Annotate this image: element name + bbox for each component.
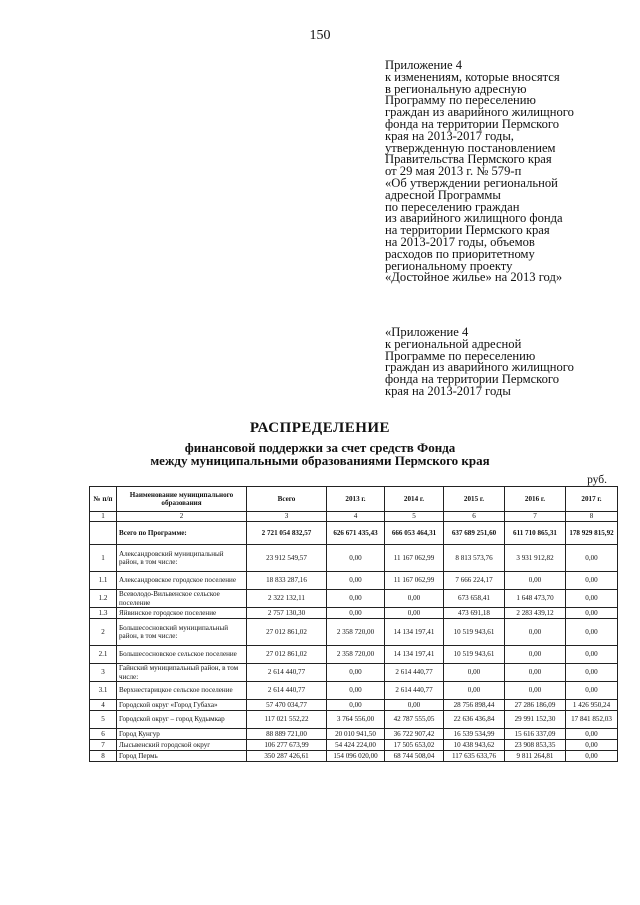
row-value: 11 167 062,99 <box>385 545 444 572</box>
table-row <box>90 572 618 590</box>
table-row <box>90 682 618 700</box>
table-row <box>90 664 618 682</box>
appendix-line: Правительства Пермского края <box>385 152 552 167</box>
row-value: 14 134 197,41 <box>385 646 444 664</box>
row-index: 3 <box>90 664 117 682</box>
row-value: 1 426 950,24 <box>566 700 618 711</box>
row-value: 0,00 <box>327 700 385 711</box>
header-total: Всего <box>247 487 327 512</box>
units-label: руб. <box>587 474 607 486</box>
row-value: 0,00 <box>327 682 385 700</box>
appendix-line: граждан из аварийного жилищного <box>385 360 574 375</box>
row-value: 2 614 440,77 <box>247 682 327 700</box>
row-value: 0,00 <box>566 545 618 572</box>
row-index: 1.3 <box>90 608 117 619</box>
document-title: РАСПРЕДЕЛЕНИЕ <box>249 420 391 436</box>
row-index: 7 <box>90 740 117 751</box>
total-value: 611 710 865,31 <box>505 522 566 545</box>
appendix-line: «Достойное жилье» на 2013 год» <box>385 270 563 285</box>
row-value: 0,00 <box>385 608 444 619</box>
municipality-name: Александровское городское поселение <box>117 572 247 590</box>
table-header-row <box>90 487 618 512</box>
table-row <box>90 711 618 729</box>
appendix-line: «Приложение 4 <box>385 325 469 339</box>
row-value: 2 757 130,30 <box>247 608 327 619</box>
row-value: 350 287 426,61 <box>247 751 327 762</box>
appendix-line: в региональную адресную <box>385 81 527 96</box>
table-row <box>90 590 618 608</box>
column-number: 7 <box>505 512 566 522</box>
row-value: 36 722 907,42 <box>385 729 444 740</box>
total-value: 178 929 815,92 <box>566 522 618 545</box>
row-value: 117 635 633,76 <box>444 751 505 762</box>
row-value: 0,00 <box>327 590 385 608</box>
municipality-name: Лысьвенский городской округ <box>117 740 247 751</box>
row-value: 3 764 556,00 <box>327 711 385 729</box>
appendix-line: расходов по приоритетному <box>385 246 535 261</box>
appendix-block-2 <box>385 327 635 398</box>
row-value: 0,00 <box>385 700 444 711</box>
header-name: Наименование муниципального образования <box>117 487 247 512</box>
row-value: 0,00 <box>566 682 618 700</box>
appendix-line: по переселению граждан <box>385 199 520 214</box>
row-value: 0,00 <box>505 682 566 700</box>
row-value: 88 889 721,00 <box>247 729 327 740</box>
table-row <box>90 740 618 751</box>
row-value: 1 648 473,70 <box>505 590 566 608</box>
row-value: 0,00 <box>566 608 618 619</box>
row-value: 27 012 861,02 <box>247 619 327 646</box>
distribution-table <box>89 486 618 762</box>
municipality-name: Яйвинское городское поселение <box>117 608 247 619</box>
row-value: 154 096 020,00 <box>327 751 385 762</box>
row-value: 23 912 549,57 <box>247 545 327 572</box>
row-value: 10 438 943,62 <box>444 740 505 751</box>
document-subtitle-2: между муниципальными образованиями Пермского края <box>150 453 490 468</box>
row-value: 0,00 <box>505 572 566 590</box>
municipality-name: Александровский муниципальный район, в том числе: <box>117 545 247 572</box>
row-index: 1.2 <box>90 590 117 608</box>
row-index: 3.1 <box>90 682 117 700</box>
municipality-name: Большесосновский муниципальный район, в том числе: <box>117 619 247 646</box>
row-value: 10 519 943,61 <box>444 646 505 664</box>
row-value: 20 010 941,50 <box>327 729 385 740</box>
row-index: 2 <box>90 619 117 646</box>
row-value: 2 358 720,00 <box>327 646 385 664</box>
appendix-line: граждан из аварийного жилищного <box>385 105 574 120</box>
municipality-name: Городской округ – город Кудымкар <box>117 711 247 729</box>
row-value: 16 539 534,99 <box>444 729 505 740</box>
column-number: 1 <box>90 512 117 522</box>
row-value: 0,00 <box>327 572 385 590</box>
municipality-name: Городской округ «Город Губаха» <box>117 700 247 711</box>
municipality-name: Город Пермь <box>117 751 247 762</box>
row-value: 17 841 852,03 <box>566 711 618 729</box>
appendix-line: к региональной адресной <box>385 336 522 351</box>
row-index: 1 <box>90 545 117 572</box>
municipality-name: Гайнский муниципальный район, в том числе: <box>117 664 247 682</box>
row-value: 0,00 <box>327 664 385 682</box>
row-value: 473 691,18 <box>444 608 505 619</box>
row-value: 0,00 <box>566 740 618 751</box>
row-value: 27 012 861,02 <box>247 646 327 664</box>
row-value: 8 813 573,76 <box>444 545 505 572</box>
row-value: 2 614 440,77 <box>247 664 327 682</box>
row-value: 0,00 <box>566 729 618 740</box>
table-row <box>90 729 618 740</box>
appendix-line: края на 2013-2017 годы, <box>385 128 514 143</box>
appendix-line: региональному проекту <box>385 258 513 273</box>
row-value: 0,00 <box>566 619 618 646</box>
row-value: 11 167 062,99 <box>385 572 444 590</box>
row-value: 0,00 <box>444 682 505 700</box>
row-value: 22 636 436,84 <box>444 711 505 729</box>
row-value: 673 658,41 <box>444 590 505 608</box>
table-row <box>90 700 618 711</box>
row-value: 57 470 034,77 <box>247 700 327 711</box>
row-value: 0,00 <box>566 572 618 590</box>
appendix-line: из аварийного жилищного фонда <box>385 211 563 226</box>
row-index: 1.1 <box>90 572 117 590</box>
appendix-line: «Об утверждении региональной <box>385 175 558 190</box>
row-value: 0,00 <box>505 664 566 682</box>
column-number: 8 <box>566 512 618 522</box>
row-value: 15 616 337,09 <box>505 729 566 740</box>
row-value: 23 908 853,35 <box>505 740 566 751</box>
row-value: 117 021 552,22 <box>247 711 327 729</box>
appendix-line: фонда на территории Пермского <box>385 372 560 387</box>
appendix-line: адресной Программы <box>385 187 501 202</box>
column-number: 4 <box>327 512 385 522</box>
appendix-line: на 2013-2017 годы, объемов <box>385 234 535 249</box>
appendix-line: Программу по переселению <box>385 93 536 108</box>
appendix-line: фонда на территории Пермского <box>385 116 560 131</box>
row-value: 106 277 673,99 <box>247 740 327 751</box>
column-numbers-row <box>90 512 618 522</box>
municipality-name: Большесосновское сельское поселение <box>117 646 247 664</box>
column-number: 3 <box>247 512 327 522</box>
row-value: 0,00 <box>327 545 385 572</box>
table-row <box>90 619 618 646</box>
total-value: 637 689 251,60 <box>444 522 505 545</box>
page-number: 150 <box>309 28 331 43</box>
appendix-block <box>385 60 635 284</box>
appendix-line: на территории Пермского края <box>385 223 550 238</box>
table-row <box>90 545 618 572</box>
row-value: 17 505 653,02 <box>385 740 444 751</box>
total-label: Всего по Программе: <box>117 522 247 545</box>
document-subtitle-1: финансовой поддержки за счет средств Фонда <box>184 440 456 455</box>
row-index: 2.1 <box>90 646 117 664</box>
row-index: 5 <box>90 711 117 729</box>
row-value: 0,00 <box>566 646 618 664</box>
appendix-line: к изменениям, которые вносятся <box>385 69 560 84</box>
total-value: 2 721 054 832,57 <box>247 522 327 545</box>
row-value: 7 666 224,17 <box>444 572 505 590</box>
row-value: 54 424 224,00 <box>327 740 385 751</box>
row-value: 68 744 508,04 <box>385 751 444 762</box>
total-index <box>90 522 117 545</box>
total-value: 626 671 435,43 <box>327 522 385 545</box>
table-row <box>90 646 618 664</box>
municipality-name: Всеволодо-Вильвенское сельское поселение <box>117 590 247 608</box>
row-value: 0,00 <box>385 590 444 608</box>
row-value: 42 787 555,05 <box>385 711 444 729</box>
row-index: 4 <box>90 700 117 711</box>
row-value: 0,00 <box>566 590 618 608</box>
table-row <box>90 608 618 619</box>
row-value: 0,00 <box>327 608 385 619</box>
header-2014: 2014 г. <box>385 487 444 512</box>
row-value: 2 322 132,11 <box>247 590 327 608</box>
row-value: 2 283 439,12 <box>505 608 566 619</box>
header-index: № п/п <box>90 487 117 512</box>
column-number: 5 <box>385 512 444 522</box>
appendix-line: Приложение 4 <box>385 58 463 72</box>
header-2016: 2016 г. <box>505 487 566 512</box>
row-value: 2 614 440,77 <box>385 682 444 700</box>
header-2015: 2015 г. <box>444 487 505 512</box>
header-2017: 2017 г. <box>566 487 618 512</box>
header-2013: 2013 г. <box>327 487 385 512</box>
municipality-name: Город Кунгур <box>117 729 247 740</box>
appendix-line: от 29 мая 2013 г. № 579-п <box>385 164 522 179</box>
row-value: 9 811 264,81 <box>505 751 566 762</box>
row-value: 18 833 287,16 <box>247 572 327 590</box>
municipality-name: Верхнестарицкое сельское поселение <box>117 682 247 700</box>
row-value: 0,00 <box>444 664 505 682</box>
table-row <box>90 751 618 762</box>
row-value: 0,00 <box>505 646 566 664</box>
column-number: 2 <box>117 512 247 522</box>
row-value: 14 134 197,41 <box>385 619 444 646</box>
row-value: 0,00 <box>505 619 566 646</box>
appendix-line: утвержденную постановлением <box>385 140 556 155</box>
total-row <box>90 522 618 545</box>
row-value: 0,00 <box>566 664 618 682</box>
row-value: 29 991 152,30 <box>505 711 566 729</box>
row-index: 6 <box>90 729 117 740</box>
total-value: 666 053 464,31 <box>385 522 444 545</box>
appendix-line: Программе по переселению <box>385 348 536 363</box>
row-value: 3 931 912,82 <box>505 545 566 572</box>
row-value: 2 358 720,00 <box>327 619 385 646</box>
column-number: 6 <box>444 512 505 522</box>
row-value: 28 756 898,44 <box>444 700 505 711</box>
appendix-line: края на 2013-2017 годы <box>385 383 511 398</box>
row-index: 8 <box>90 751 117 762</box>
row-value: 27 286 186,09 <box>505 700 566 711</box>
row-value: 0,00 <box>566 751 618 762</box>
row-value: 2 614 440,77 <box>385 664 444 682</box>
row-value: 10 519 943,61 <box>444 619 505 646</box>
